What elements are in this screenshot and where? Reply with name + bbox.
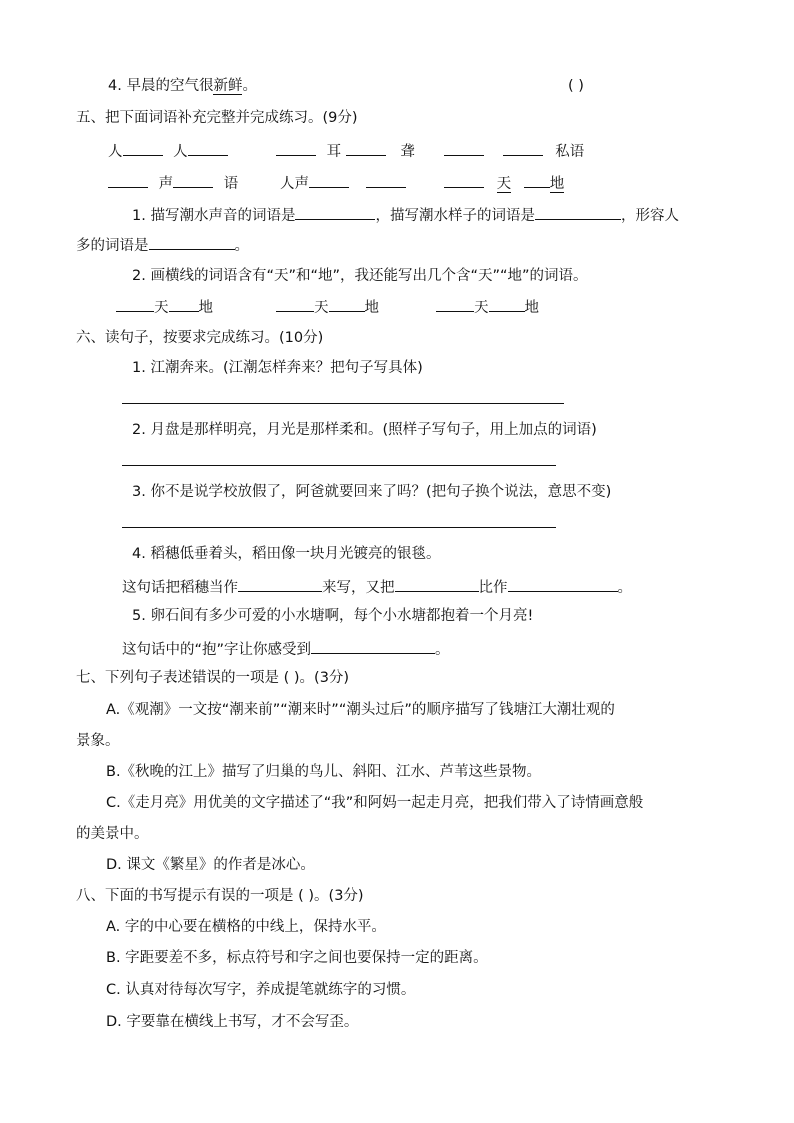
pattern-fill-2 <box>276 296 379 318</box>
fill-blank[interactable] <box>366 172 406 188</box>
word-char: 人 <box>173 144 188 160</box>
word-fill-row2 <box>108 172 238 194</box>
s5-q1-line2 <box>76 234 249 256</box>
item-number: 4. <box>108 78 122 94</box>
word-char: 声 <box>158 176 174 192</box>
item-text: 你不是说学校放假了，阿爸就要回来了吗？(把句子换个说法，意思不变) <box>150 484 612 500</box>
item-text: 多的词语是 <box>76 238 149 254</box>
word-fill-row2-b <box>280 172 406 194</box>
underlined-di: 地 <box>549 176 565 192</box>
word-char: 天 <box>474 300 489 316</box>
fill-blank[interactable] <box>311 638 435 654</box>
word-char: 天 <box>154 300 169 316</box>
item-end: 。 <box>617 580 632 596</box>
item-text: 这句话中的“抱”字让你感受到 <box>122 642 312 658</box>
s7-option-c[interactable]: C.《走月亮》用优美的文字描述了“我”和阿妈一起走月亮，把我们带入了诗情画意般 <box>106 795 644 811</box>
fill-blank[interactable] <box>123 140 163 156</box>
item-number: 2. <box>132 268 146 284</box>
item-text: 描写潮水声音的词语是 <box>150 208 296 224</box>
fill-blank[interactable] <box>188 140 228 156</box>
fill-blank[interactable] <box>149 234 235 250</box>
s5-q2 <box>132 266 588 286</box>
s6-q2 <box>132 420 597 440</box>
s8-option-c[interactable]: C. 认真对待每次写字，养成提笔就练字的习惯。 <box>106 982 416 998</box>
word-char: 地 <box>524 300 539 316</box>
fill-blank[interactable] <box>395 576 479 592</box>
fill-blank[interactable] <box>508 576 618 592</box>
fill-blank[interactable] <box>503 140 543 156</box>
fill-blank[interactable] <box>489 296 525 312</box>
answer-line[interactable] <box>122 465 556 466</box>
answer-paren[interactable]: ( ) <box>568 78 584 94</box>
word-char: 人 <box>108 144 123 160</box>
fill-blank[interactable] <box>444 172 484 188</box>
answer-line[interactable] <box>122 403 564 404</box>
item-text: 比作 <box>478 580 508 596</box>
word-fill-row1-b <box>276 140 415 162</box>
word-char: 地 <box>364 300 379 316</box>
s7-option-a[interactable]: A.《观潮》一文按“潮来前”“潮来时”“潮头过后”的顺序描写了钱塘江大潮壮观的 <box>106 702 615 718</box>
pattern-fill-3 <box>436 296 539 318</box>
item-text: 卵石间有多少可爱的小水塘啊，每个小水塘都抱着一个月亮! <box>150 608 534 624</box>
word-fill-row1 <box>108 140 228 162</box>
answer-line[interactable] <box>122 527 556 528</box>
item-text: 来写，又把 <box>322 580 395 596</box>
word-fill-row1-c <box>444 140 584 162</box>
word-char: 耳 <box>326 144 342 160</box>
item-number: 1. <box>132 360 146 376</box>
fill-blank[interactable] <box>169 296 199 312</box>
word-chars: 私语 <box>555 144 585 160</box>
word-char: 语 <box>223 176 239 192</box>
section8-heading: 八、下面的书写提示有误的一项是 ( )。(3分) <box>76 888 364 904</box>
fill-blank[interactable] <box>116 296 154 312</box>
fill-blank[interactable] <box>108 172 148 188</box>
item-text: ，描写潮水样子的词语是 <box>375 208 535 224</box>
fill-blank[interactable] <box>524 172 550 188</box>
word-char: 地 <box>198 300 213 316</box>
item-end: 。 <box>242 78 257 94</box>
fill-blank[interactable] <box>444 140 484 156</box>
section5-heading: 五、把下面词语补充完整并完成练习。(9分) <box>76 110 358 126</box>
q4-judgement-item <box>108 76 257 96</box>
item-text: 月盘是那样明亮，月光是那样柔和。(照样子写句子，用上加点的词语) <box>150 422 597 438</box>
underlined-word: 新鲜 <box>213 78 243 94</box>
s7-option-b[interactable]: B.《秋晚的江上》描写了归巢的鸟儿、斜阳、江水、芦苇这些景物。 <box>106 764 542 780</box>
s7-option-d[interactable]: D. 课文《繁星》的作者是冰心。 <box>106 857 315 873</box>
item-number: 3. <box>132 484 146 500</box>
word-char: 聋 <box>400 144 415 160</box>
s5-q1-line1 <box>132 204 679 226</box>
item-number: 2. <box>132 422 146 438</box>
word-fill-row2-c <box>444 172 564 194</box>
fill-blank[interactable] <box>173 172 213 188</box>
s8-option-d[interactable]: D. 字要靠在横线上书写，才不会写歪。 <box>106 1014 359 1030</box>
item-number: 1. <box>132 208 146 224</box>
item-end: 。 <box>435 642 450 658</box>
item-text: 稻穗低垂着头，稻田像一块月光镀亮的银毯。 <box>150 546 441 562</box>
s6-q1 <box>132 358 423 378</box>
s6-q5-fill <box>122 638 450 660</box>
item-number: 4. <box>132 546 146 562</box>
fill-blank[interactable] <box>276 140 316 156</box>
fill-blank[interactable] <box>276 296 314 312</box>
item-text: ，形容人 <box>620 208 679 224</box>
s8-option-a[interactable]: A. 字的中心要在横格的中线上，保持水平。 <box>106 919 386 935</box>
word-chars: 人声 <box>280 176 309 192</box>
item-text: 江潮奔来。(江潮怎样奔来？把句子写具体) <box>150 360 423 376</box>
s6-q4-fill <box>122 576 632 598</box>
s7-option-c-cont: 的美景中。 <box>76 826 149 842</box>
item-text: 早晨的空气很 <box>126 78 214 94</box>
fill-blank[interactable] <box>309 172 349 188</box>
s8-option-b[interactable]: B. 字距要差不多，标点符号和字之间也要保持一定的距离。 <box>106 950 488 966</box>
s6-q5 <box>132 606 533 626</box>
underlined-tian: 天 <box>496 176 512 192</box>
section6-heading: 六、读句子，按要求完成练习。(10分) <box>76 330 324 346</box>
item-text: 画横线的词语含有“天”和“地”，我还能写出几个含“天”“地”的词语。 <box>150 268 588 284</box>
fill-blank[interactable] <box>238 576 322 592</box>
fill-blank[interactable] <box>329 296 365 312</box>
item-text: 这句话把稻穗当作 <box>122 580 238 596</box>
item-number: 5. <box>132 608 146 624</box>
section7-heading: 七、下列句子表述错误的一项是 ( )。(3分) <box>76 670 350 686</box>
fill-blank[interactable] <box>295 204 375 220</box>
fill-blank[interactable] <box>346 140 386 156</box>
fill-blank[interactable] <box>436 296 474 312</box>
s6-q3 <box>132 482 611 502</box>
fill-blank[interactable] <box>535 204 621 220</box>
word-char: 天 <box>314 300 329 316</box>
s7-option-a-cont: 景象。 <box>76 733 120 749</box>
item-end: 。 <box>234 238 249 254</box>
s6-q4 <box>132 544 440 564</box>
pattern-fill-1 <box>116 296 213 318</box>
